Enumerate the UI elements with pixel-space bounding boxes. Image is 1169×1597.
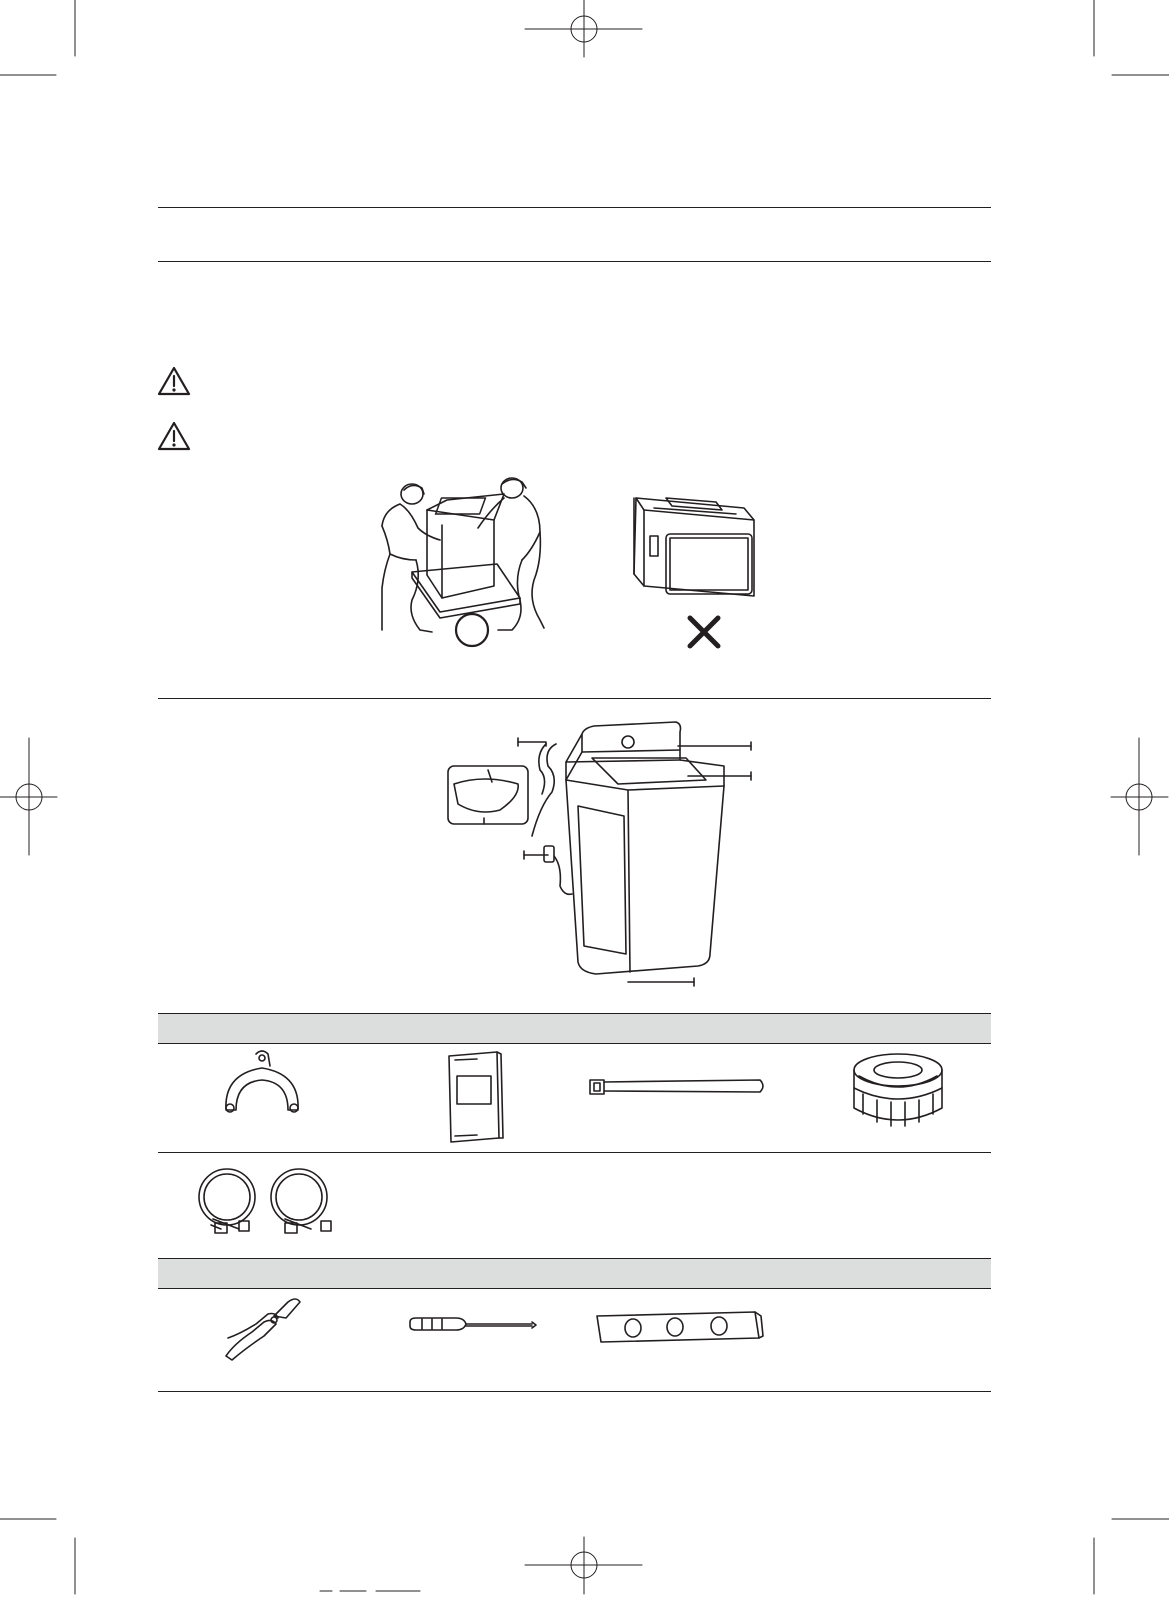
registration-mark-top <box>525 0 645 60</box>
user-manual-icon <box>447 1052 507 1142</box>
registration-mark-bottom <box>525 1537 645 1597</box>
washer-tilted-illustration <box>626 490 776 660</box>
carrying-washer-illustration <box>382 480 562 650</box>
washer-overview-illustration <box>448 726 768 1006</box>
registration-mark-left <box>0 738 60 858</box>
warning-triangle-icon <box>157 366 191 396</box>
water-supply-hoses-icon <box>193 1167 343 1237</box>
level-tool-icon <box>595 1310 765 1350</box>
cable-tie-icon <box>588 1076 768 1106</box>
pliers-icon <box>224 1294 304 1364</box>
header-rule-top <box>158 207 991 208</box>
tools-band <box>158 1258 991 1289</box>
registration-mark-right <box>1109 738 1169 858</box>
section-rule-overview <box>158 698 991 699</box>
water-hose-cap-icon <box>843 1048 953 1148</box>
tools-bottom-rule <box>158 1391 991 1392</box>
circle-mark-icon <box>456 614 488 646</box>
screwdriver-icon <box>408 1314 538 1344</box>
x-mark-icon <box>690 618 718 646</box>
parts-supplied-band <box>158 1013 991 1044</box>
parts-row-divider <box>158 1152 991 1153</box>
hose-guide-icon <box>222 1050 302 1120</box>
warning-triangle-icon <box>157 421 191 451</box>
header-rule-bottom <box>158 261 991 262</box>
footer-print-marks <box>320 1588 440 1594</box>
